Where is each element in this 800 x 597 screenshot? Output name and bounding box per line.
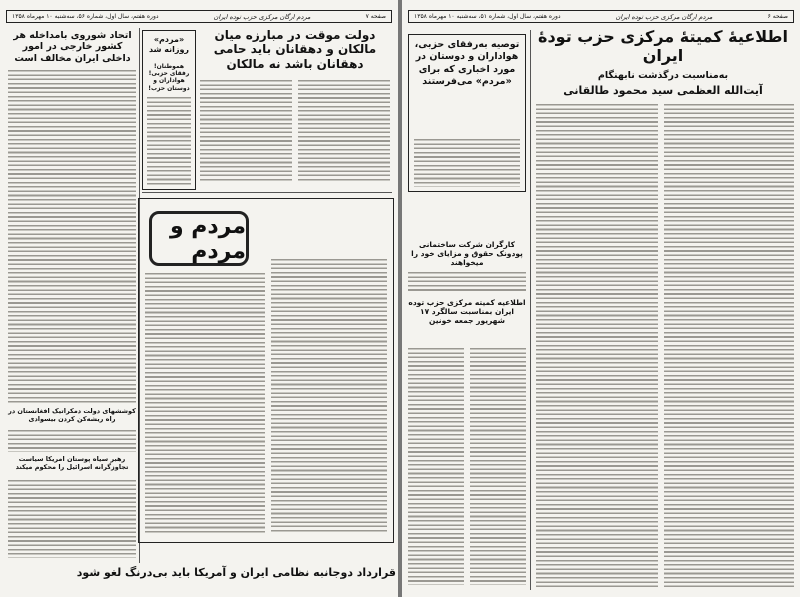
column-rule bbox=[530, 30, 531, 590]
article-body bbox=[664, 104, 794, 588]
rule bbox=[142, 192, 392, 193]
subhead-afghan: کوششهای دولت دمکراتیک افغانستان در راه ریشه‌کن کردن بیسوادی bbox=[8, 407, 136, 423]
page-number: صفحه ۶ bbox=[767, 13, 788, 20]
bottom-headline: قرارداد دوجانبه نظامی ایران و آمریکا باید بی‌درنگ لغو شود bbox=[76, 566, 396, 579]
article-body bbox=[408, 348, 464, 585]
feature-body bbox=[145, 273, 265, 534]
notice-body bbox=[147, 97, 191, 185]
left-page bbox=[0, 0, 398, 597]
subhead-occasion: به‌مناسبت درگذشت نابهنگام bbox=[597, 70, 729, 81]
article-body bbox=[470, 348, 526, 585]
page-header bbox=[408, 10, 794, 23]
headline-ussr: اتحاد شوروی بامداخله هر کشور خارجی در امور داخلی ایران مخالف است bbox=[13, 30, 132, 64]
headline-main: دولت موقت در مبارزه میان مالکان و دهقانان باید حامی دهقانان باشد نه مالکان bbox=[213, 28, 377, 71]
subhead-black-leader: رهبر سیاه پوستان امریکا سیاست تجاوزگرانه اسرائیل را محکوم میکند bbox=[15, 455, 129, 471]
issue-info: دوره هفتم، سال اول، شماره ۵۱، سه‌شنبه ۱۰ مهرماه ۱۳۵۸ bbox=[414, 13, 561, 20]
anniversary-headline: اطلاعیه کمیته مرکزی حزب توده ایران بمناسبت سالگرد ۱۷ شهریور جمعه خونین bbox=[408, 298, 526, 325]
workers-headline: کارگران شرکت ساختمانی پودونک حقوق و مزایای خود را میخواهند bbox=[411, 240, 523, 267]
page-number: صفحه ۷ bbox=[365, 13, 386, 20]
notice-lead: هموطنان! رفقای حزبی! هواداران و دوستان حزب! bbox=[148, 63, 190, 92]
subhead-name: آیت‌الله العظمی سید محمود طالقانی bbox=[563, 84, 763, 97]
page-header bbox=[6, 10, 392, 23]
advice-box bbox=[408, 34, 526, 192]
notice-title: «مردم» روزانه شد bbox=[148, 35, 190, 54]
masthead: مردم ارگان مرکزی حزب توده ایران bbox=[615, 12, 713, 21]
issue-info: دوره هفتم، سال اول، شماره ۵۶، سه‌شنبه ۱۰ مهرماه ۱۳۵۸ bbox=[12, 13, 159, 20]
advice-headline: توصیه به‌رفقای حزبی، هواداران و دوستان در مورد اخباری که برای «مردم» می‌فرستند bbox=[414, 39, 520, 88]
headline-main: اطلاعیهٔ کمیتهٔ مرکزی حزب تودهٔ ایران bbox=[538, 27, 788, 66]
masthead: مردم ارگان مرکزی حزب توده ایران bbox=[213, 12, 311, 21]
feature-box bbox=[138, 198, 394, 543]
article-body bbox=[8, 480, 136, 558]
article-body bbox=[298, 80, 390, 182]
feature-logo-text: مردم و مردم bbox=[169, 213, 246, 264]
feature-logo bbox=[149, 211, 249, 266]
article-body bbox=[200, 80, 292, 182]
feature-body bbox=[271, 259, 387, 534]
right-page bbox=[402, 0, 800, 597]
article-body bbox=[8, 430, 136, 452]
notice-box bbox=[142, 30, 196, 190]
article-body bbox=[8, 70, 136, 404]
article-body bbox=[408, 272, 526, 292]
advice-body bbox=[414, 139, 520, 187]
article-body bbox=[536, 104, 658, 588]
